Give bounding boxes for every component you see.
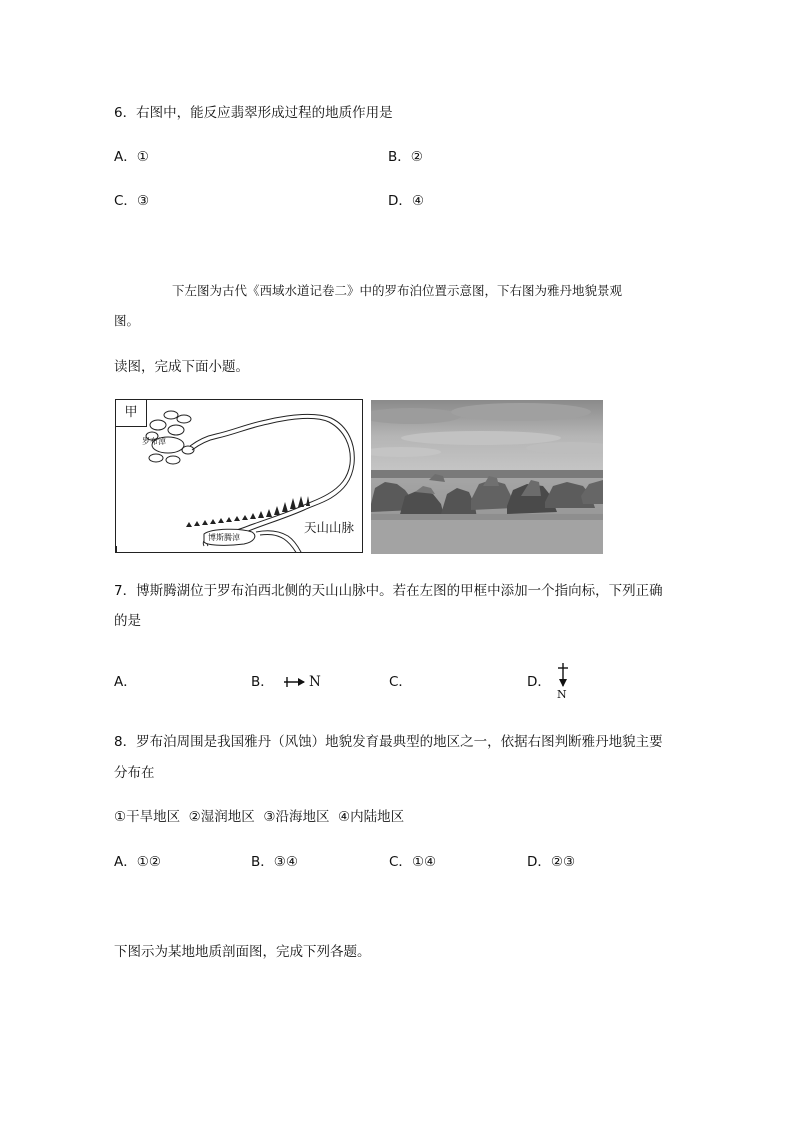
bosten-label: 博斯腾淖	[208, 533, 240, 542]
q7-stem-line-2: 的是	[114, 613, 141, 629]
q7-option-d: D．	[527, 674, 551, 690]
tianshan-mountains	[186, 496, 310, 527]
q7-option-a: A．	[114, 674, 137, 690]
intro-line-1: 下左图为古代《西域水道记卷二》中的罗布泊位置示意图，下右图为雅丹地貌景观	[172, 283, 623, 298]
q6-option-d: D．④	[388, 193, 425, 209]
tianshan-label: 天山山脉	[304, 520, 355, 535]
lop-nur-label: 罗布淖	[142, 437, 166, 446]
next-section-intro: 下图示为某地地质剖面图，完成下列各题。	[114, 944, 371, 960]
q8-option-b: B．③④	[251, 854, 298, 870]
q8-option-d: D．②③	[527, 854, 576, 870]
q6-option-a: A．①	[114, 149, 149, 165]
q7-option-b: B．	[251, 674, 274, 690]
q6-option-c: C．③	[114, 193, 150, 209]
jia-frame: 甲	[116, 400, 147, 427]
lop-nur-map	[115, 399, 363, 553]
arrow-down-icon	[556, 662, 570, 688]
intro-instruction: 读图，完成下面小题。	[114, 359, 249, 375]
q8-choices: ①干旱地区 ②湿润地区 ③沿海地区 ④内陆地区	[114, 809, 405, 825]
q7-stem-line-1: 7．博斯腾湖位于罗布泊西北侧的天山山脉中。若在左图的甲框中添加一个指向标，下列正确	[114, 583, 663, 599]
q6-stem: 6．右图中，能反应翡翠形成过程的地质作用是	[114, 105, 393, 121]
intro-line-2: 图。	[114, 313, 140, 328]
q8-stem-line-1: 8．罗布泊周围是我国雅丹（风蚀）地貌发育最典型的地区之一，依据右图判断雅丹地貌主要	[114, 734, 663, 750]
q7-option-b-north: N	[309, 674, 321, 690]
yardang-photo-drawing	[371, 400, 603, 554]
arrow-right-icon	[283, 675, 307, 689]
q6-option-b: B．②	[388, 149, 423, 165]
river-branch	[256, 531, 302, 553]
q7-option-c: C．	[389, 674, 412, 690]
yardang-landscape-photo	[371, 400, 603, 554]
q8-option-c: C．①④	[389, 854, 437, 870]
q8-option-a: A．①②	[114, 854, 161, 870]
q7-option-d-north: N	[557, 688, 567, 701]
q8-stem-line-2: 分布在	[114, 765, 155, 781]
